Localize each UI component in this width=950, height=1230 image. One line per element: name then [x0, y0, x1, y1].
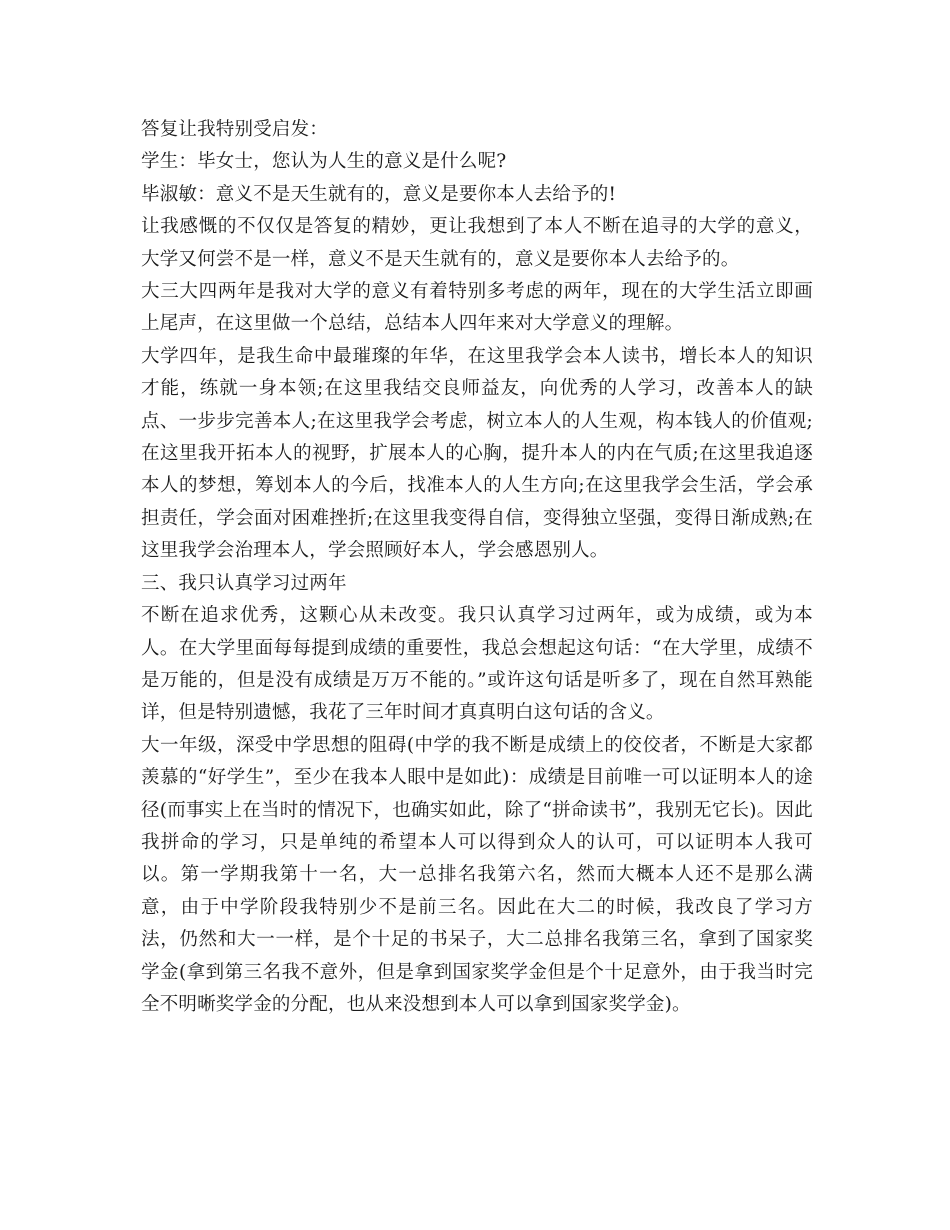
- paragraph-answer: 毕淑敏：意义不是天生就有的，意义是要你本人去给予的!: [141, 183, 617, 205]
- paragraph-freshman-year: 大一年级，深受中学思想的阻碍(中学的我不断是成绩上的佼佼者，不断是大家都羡慕的“好学生”，至少在我本人眼中是如此)：成绩是目前唯一可以证明本人的途径(而事实上在当时的情况下，也确实如此，除了“拼命读书”，我别无它长)。因此我拼命的学习，只是单纯的希望本人可以得到众人的认可，可以证明本人我可以。第一学期我第十一名，大一总排名我第六名，然而大概本人还不是那么满意，由于中学阶段我特别少不是前三名。因此在大二的时候，我改良了学习方法，仍然和大一一样，是个十足的书呆子，大二总排名我第三名，拿到了国家奖学金(拿到第三名我不意外，但是拿到国家奖学金但是个十足意外，由于我当时完全不明晰奖学金的分配，也从来没想到本人可以拿到国家奖学金)。: [141, 734, 813, 1015]
- paragraph-four-years: 大学四年，是我生命中最璀璨的年华，在这里我学会本人读书，增长本人的知识才能，练就一身本领;在这里我结交良师益友，向优秀的人学习，改善本人的缺点、一步步完善本人;在这里我学会考虑，树立本人的人生观，构本钱人的价值观;在这里我开拓本人的视野，扩展本人的心胸，提升本人的内在气质;在这里我追逐本人的梦想，筹划本人的今后，找准本人的人生方向;在这里我学会生活，学会承担责任，学会面对困难挫折;在这里我变得自信，变得独立坚强，变得日渐成熟;在这里我学会治理本人，学会照顾好本人，学会感恩别人。: [141, 345, 813, 562]
- paragraph-student-question: 学生：毕女士，您认为人生的意义是什么呢?: [141, 151, 507, 173]
- paragraph-reflection: 让我感慨的不仅仅是答复的精妙，更让我想到了本人不断在追寻的大学的意义，大学又何尝不是一样，意义不是天生就有的，意义是要你本人去给予的。: [141, 216, 813, 270]
- paragraph-intro: 答复让我特别受启发：: [141, 119, 329, 140]
- paragraph-pursuit: 不断在追求优秀，这颗心从未改变。我只认真学习过两年，或为成绩，或为本人。在大学里面每每提到成绩的重要性，我总会想起这句话：“在大学里，成绩不是万能的，但是没有成绩是万万不能的。”或许这句话是听多了，现在自然耳熟能详，但是特别遗憾，我花了三年时间才真真明白这句话的含义。: [141, 605, 813, 724]
- document-body: [141, 114, 813, 1021]
- section-heading: 三、我只认真学习过两年: [141, 572, 347, 594]
- paragraph-summary-intro: 大三大四两年是我对大学的意义有着特别多考虑的两年，现在的大学生活立即画上尾声，在这里做一个总结，总结本人四年来对大学意义的理解。: [141, 281, 813, 335]
